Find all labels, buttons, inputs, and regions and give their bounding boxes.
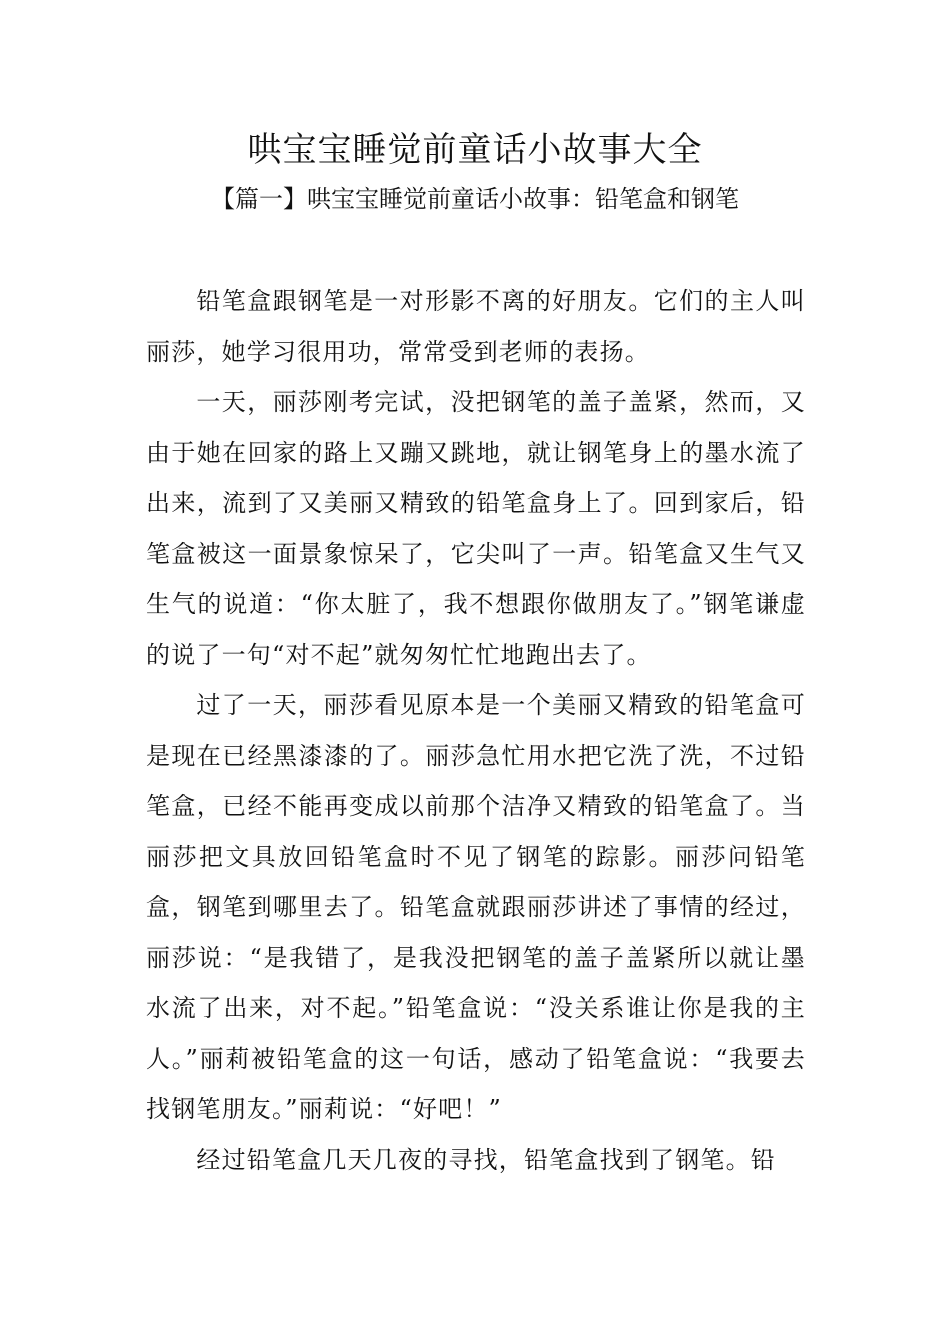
document-subtitle: 【篇一】哄宝宝睡觉前童话小故事：铅笔盒和钢笔 [211,185,739,213]
paragraph: 经过铅笔盒几天几夜的寻找，铅笔盒找到了钢笔。铅 [196,1145,776,1174]
paragraph: 一天，丽莎刚考完试，没把钢笔的盖子盖紧，然而，又由于她在回家的路上又蹦又跳地，就让钢笔身上的墨水流了出来，流到了又美丽又精致的铅笔盒身上了。回到家后，铅笔盒被这一面景象惊呆了，它尖叫了一声。铅笔盒又生气又生气的说道：“你太脏了，我不想跟你做朋友了。”钢笔谦虚的说了一句“对不起”就匆匆忙忙地跑出去了。 [146,388,806,669]
paragraph: 过了一天，丽莎看见原本是一个美丽又精致的铅笔盒可是现在已经黑漆漆的了。丽莎急忙用水把它洗了洗，不过铅笔盒，已经不能再变成以前那个洁净又精致的铅笔盒了。当丽莎把文具放回铅笔盒时不见了钢笔的踪影。丽莎问铅笔盒，钢笔到哪里去了。铅笔盒就跟丽莎讲述了事情的经过，丽莎说：“是我错了，是我没把钢笔的盖子盖紧所以就让墨水流了出来，对不起。”铅笔盒说：“没关系谁让你是我的主人。”丽莉被铅笔盒的这一句话，感动了铅笔盒说：“我要去找钢笔朋友。”丽莉说：“好吧！” [146,691,806,1123]
document-title: 哄宝宝睡觉前童话小故事大全 [247,130,703,170]
story-body [146,276,806,1185]
paragraph: 铅笔盒跟钢笔是一对形影不离的好朋友。它们的主人叫丽莎，她学习很用功，常常受到老师的表扬。 [146,287,806,366]
